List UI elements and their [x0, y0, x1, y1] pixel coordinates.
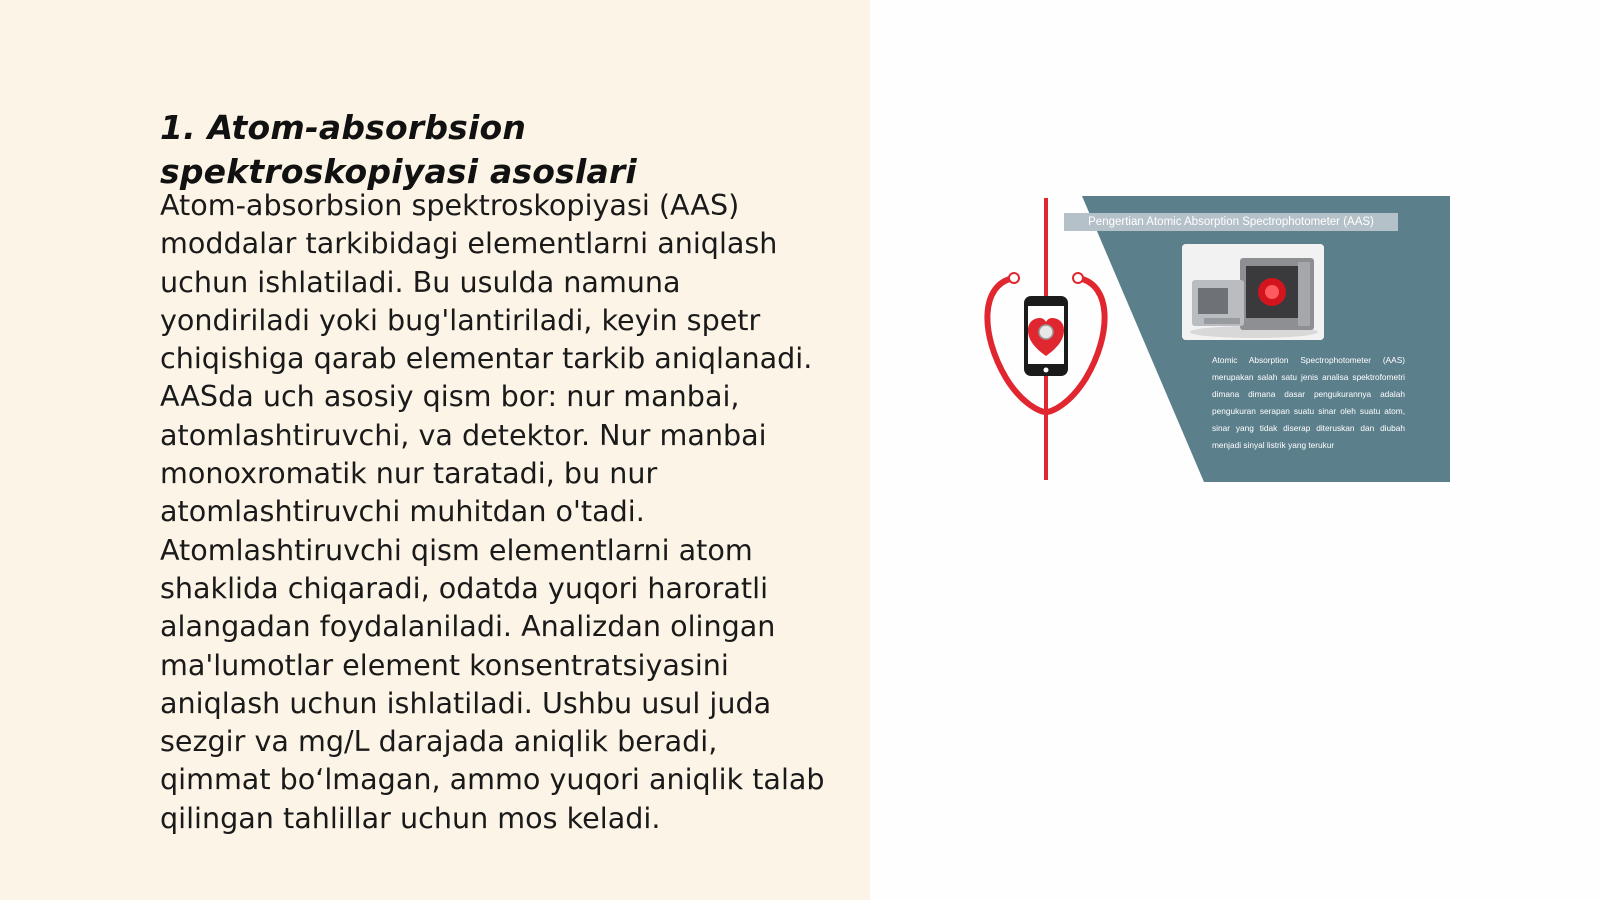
aas-figure [980, 196, 1450, 482]
figure-caption: Atomic Absorption Spectrophotometer (AAS) merupakan salah satu jenis analisa spektrofometri dimana dimana dasar pengukurannya adalah pengukuran serapan suatu sinar oleh suatu atom, sinar yang tidak diserap diteruskan dan diubah menjadi sinyal listrik yang terukur [1212, 355, 1405, 450]
spectrophotometer-image [1182, 244, 1324, 340]
slide-body-text: Atom-absorbsion spektroskopiyasi (AAS) moddalar tarkibidagi elementlarni aniqlash uchun ishlatiladi. Bu usulda namuna yondiriladi yoki bug'lantiriladi, keyin spetr chiqishiga qarab elementar tarkib aniqlanadi. AASda uch asosiy qism bor: nur manbai, atomlashtiruvchi, va detektor. Nur manbai monoxromatik nur taratadi, bu nur atomlashtiruvchi muhitdan o'tadi. Atomlashtiruvchi qism elementlarni atom shaklida chiqaradi, odatda yuqori haroratli alangadan foydalaniladi. Analizdan olingan ma'lumotlar element konsentratsiyasini aniqlash uchun ishlatiladi. Ushbu usul juda sezgir va mg/L darajada aniqlik beradi, qimmat boʻlmagan, ammo yuqori aniqlik talab qilingan tahlillar uchun mos keladi. [160, 188, 825, 835]
figure-banner: Pengertian Atomic Absorption Spectrophotometer (AAS) [1064, 213, 1398, 231]
slide-title: 1. Atom-absorbsion spektroskopiyasi asoslari [160, 108, 637, 191]
